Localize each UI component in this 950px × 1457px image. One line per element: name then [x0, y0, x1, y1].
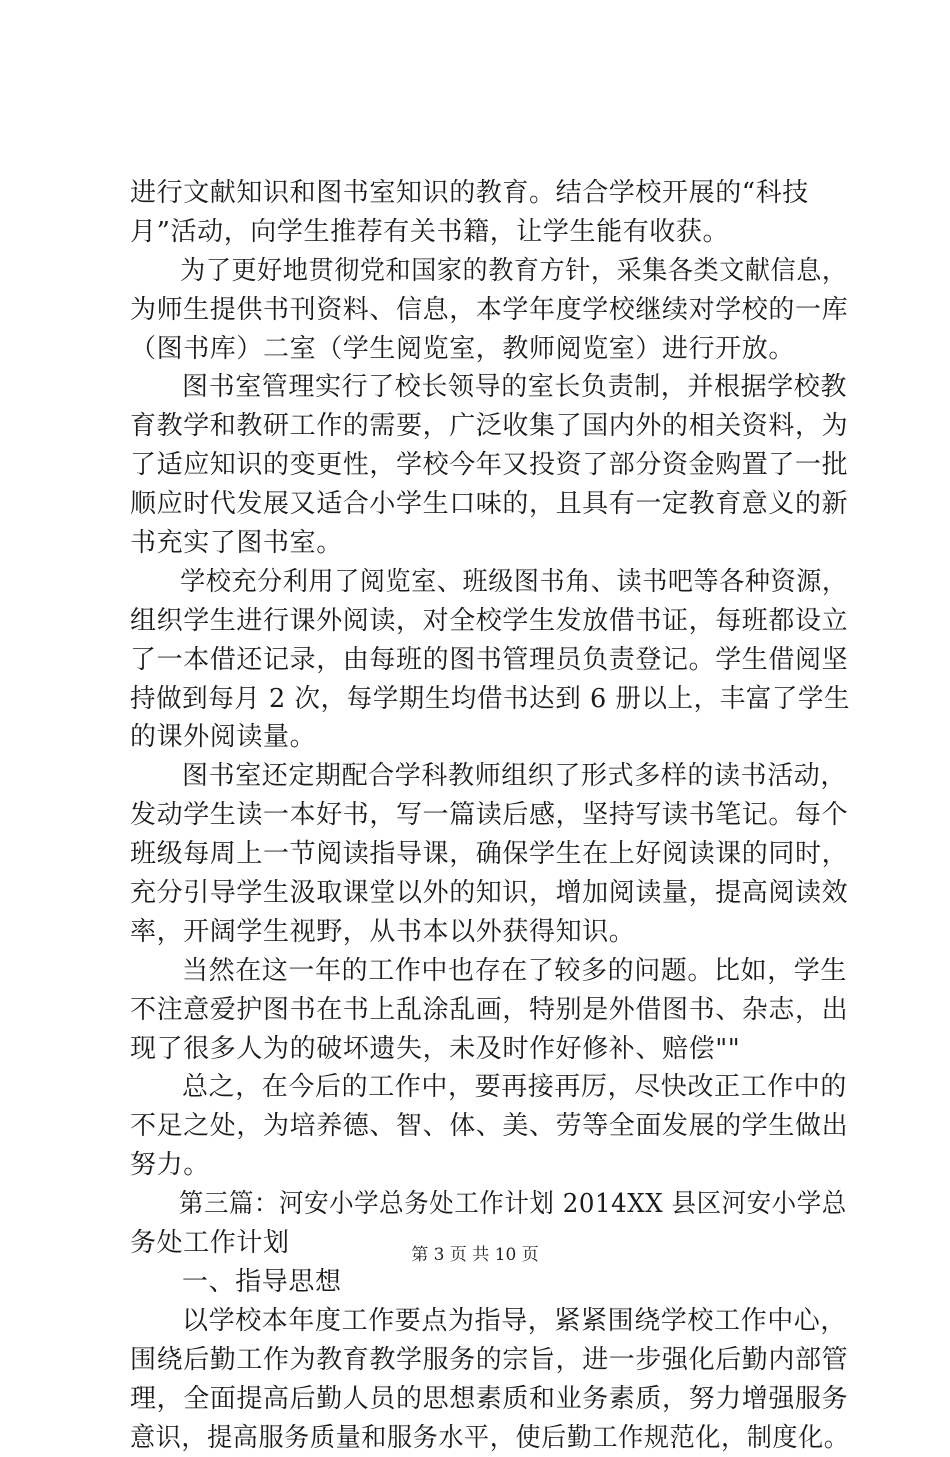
text-line: 充分引导学生汲取课堂以外的知识，增加阅读量，提高阅读效	[130, 874, 850, 913]
text-line: 不注意爱护图书在书上乱涂乱画，特别是外借图书、杂志，出	[130, 991, 850, 1030]
text-line: 持做到每月 2 次，每学期生均借书达到 6 册以上，丰富了学生	[130, 680, 836, 719]
text-line: 不足之处，为培养德、智、体、美、劳等全面发展的学生做出	[130, 1107, 850, 1146]
text-line: 一、指导思想	[130, 1263, 850, 1302]
text-line: 图书室管理实行了校长领导的室长负责制，并根据学校教	[130, 368, 850, 407]
text-line: 图书室还定期配合学科教师组织了形式多样的读书活动，	[130, 757, 850, 796]
text-line: 育教学和教研工作的需要，广泛收集了国内外的相关资料，为	[130, 407, 850, 446]
text-line: 了一本借还记录，由每班的图书管理员负责登记。学生借阅坚	[130, 641, 850, 680]
text-line: 的课外阅读量。	[130, 718, 850, 757]
text-line: 围绕后勤工作为教育教学服务的宗旨，进一步强化后勤内部管	[130, 1341, 850, 1380]
text-line: 第三篇：河安小学总务处工作计划 2014XX 县区河安小学总	[130, 1185, 808, 1224]
text-line: 月”活动，向学生推荐有关书籍，让学生能有收获。	[130, 213, 850, 252]
text-line: 现了很多人为的破坏遗失，未及时作好修补、赔偿""	[130, 1030, 850, 1069]
text-line: 努力。	[130, 1146, 850, 1185]
text-line: （图书库）二室（学生阅览室，教师阅览室）进行开放。	[130, 330, 850, 369]
text-line: 率，开阔学生视野，从书本以外获得知识。	[130, 913, 850, 952]
text-line: 进行文献知识和图书室知识的教育。结合学校开展的“科技	[130, 174, 850, 213]
text-line: 了适应知识的变更性，学校今年又投资了部分资金购置了一批	[130, 446, 850, 485]
text-line: 发动学生读一本好书，写一篇读后感，坚持写读书笔记。每个	[130, 796, 850, 835]
text-line: 以学校本年度工作要点为指导，紧紧围绕学校工作中心，	[130, 1302, 850, 1341]
text-line: 组织学生进行课外阅读，对全校学生发放借书证，每班都设立	[130, 602, 850, 641]
text-line: 意识，提高服务质量和服务水平，使后勤工作规范化，制度化。	[130, 1419, 826, 1457]
text-line: 理，全面提高后勤人员的思想素质和业务素质，努力增强服务	[130, 1380, 850, 1419]
text-line: 当然在这一年的工作中也存在了较多的问题。比如，学生	[130, 952, 850, 991]
text-line: 顺应时代发展又适合小学生口味的，且具有一定教育意义的新	[130, 485, 850, 524]
text-line: 班级每周上一节阅读指导课，确保学生在上好阅读课的同时，	[130, 835, 850, 874]
text-line: 务处工作计划	[130, 1224, 850, 1263]
page-number-footer: 第 3 页 共 10 页	[0, 1240, 950, 1265]
text-line: 书充实了图书室。	[130, 524, 850, 563]
text-line: 为了更好地贯彻党和国家的教育方针，采集各类文献信息，	[130, 252, 825, 291]
text-line: 学校充分利用了阅览室、班级图书角、读书吧等各种资源，	[130, 563, 825, 602]
text-line: 总之，在今后的工作中，要再接再厉，尽快改正工作中的	[130, 1068, 850, 1107]
text-line: 为师生提供书刊资料、信息，本学年度学校继续对学校的一库	[130, 291, 850, 330]
